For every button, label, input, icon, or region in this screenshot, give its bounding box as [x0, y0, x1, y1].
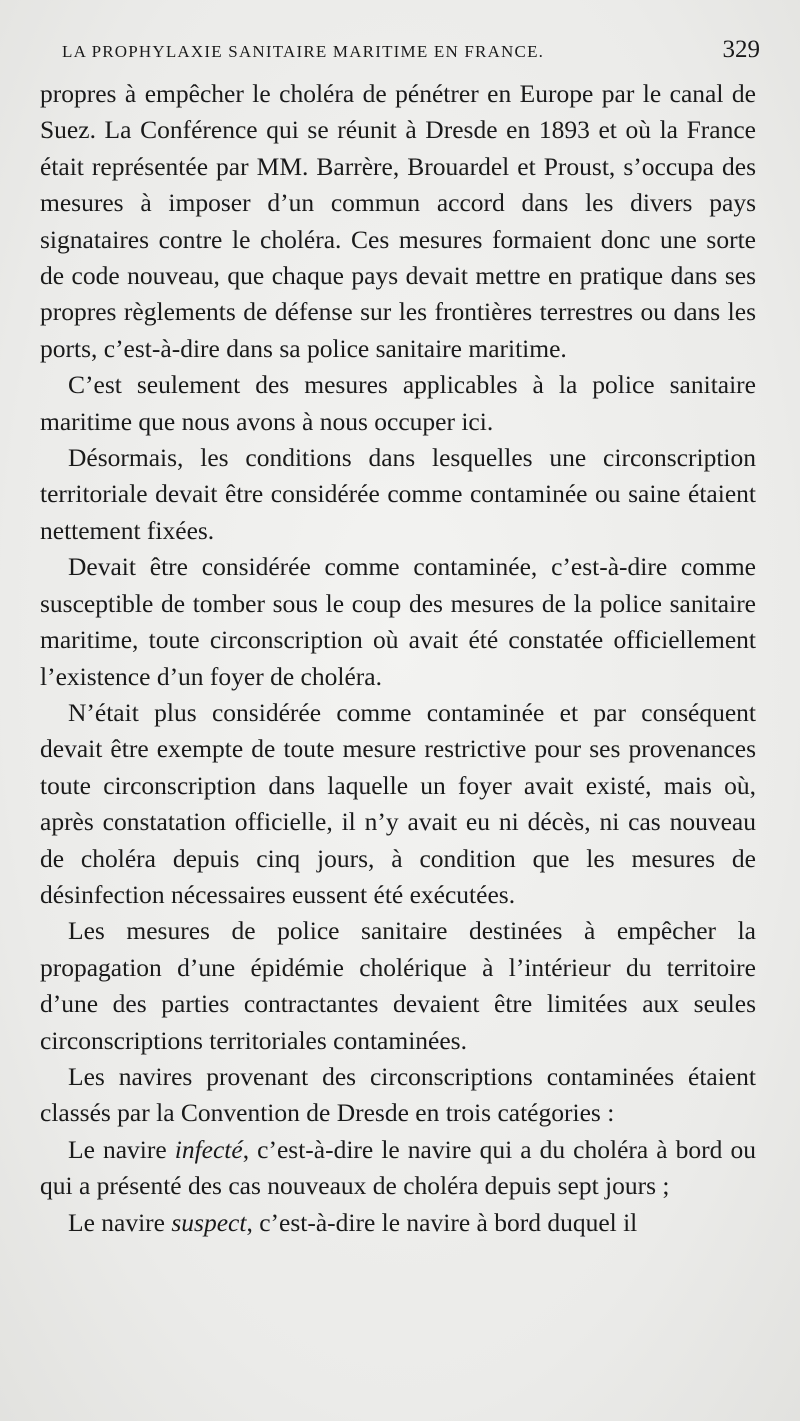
paragraph-limited-measures: Les mesures de police sanitaire destinées à empêcher la propagation d’une épidémie cholérique à l’intérieur du territoire d’une des parties contractantes devaient être limitées aux seules circonscriptions territoriales contaminées.	[40, 916, 756, 1055]
paragraph-contaminated-definition: Devait être considérée comme contaminée, c’est-à-dire comme susceptible de tomber sous le coup des mesures de la police sanitaire maritime, toute circonscription où avait été constatée officiellement l’existence d’un foyer de choléra.	[40, 552, 756, 691]
page-number: 329	[722, 36, 760, 63]
infected-lead: Le navire	[68, 1134, 175, 1164]
paragraph-ship-categories: Les navires provenant des circonscriptions contaminées étaient classés par la Convention de Dresde en trois catégories :	[40, 1061, 756, 1128]
paragraph-police-scope: C’est seulement des mesures applicables à la police sanitaire maritime que nous avons à nous occuper ici.	[40, 370, 756, 436]
paragraph-suspect-ship	[40, 1205, 756, 1241]
paragraph-not-contaminated: N’était plus considérée comme contaminée et par conséquent devait être exempte de toute mesure restrictive pour ses provenances toute circonscription dans laquelle un foyer avait existé, mais où, après constatation officielle, il n’y avait eu ni décès, ni cas nouveau de choléra depuis cinq jours, à condition que les mesures de désinfection nécessaires eussent été exécutées.	[40, 697, 756, 909]
running-head-title: LA PROPHYLAXIE SANITAIRE MARITIME EN FRANCE.	[62, 42, 545, 61]
body-text	[40, 76, 756, 1241]
infected-term: infecté	[174, 1134, 243, 1164]
infected-rest: , c’est-à-dire le navire qui a du choléra à bord ou qui a présenté des cas nouveaux de choléra depuis sept jours ;	[40, 1134, 756, 1201]
suspect-term: suspect	[171, 1207, 247, 1237]
paragraph-continued: propres à empêcher le choléra de pénétrer en Europe par le canal de Suez. La Conférence qui se réunit à Dresde en 1893 et où la France était représentée par MM. Barrère, Brouardel et Proust, s’occupa des mesures à imposer d’un commun accord dans les divers pays signataires contre le choléra. Ces mesures formaient donc une sorte de code nouveau, que chaque pays devait mettre en pratique dans ses propres règlements de défense sur les frontières terrestres ou dans les ports, c’est-à-dire dans sa police sanitaire maritime.	[40, 79, 756, 363]
suspect-rest: , c’est-à-dire le navire à bord duquel il	[246, 1207, 638, 1237]
suspect-lead: Le navire	[68, 1207, 172, 1237]
paragraph-conditions: Désormais, les conditions dans lesquelles une circonscription territoriale devait être considérée comme contaminée ou saine étaient nettement fixées.	[40, 443, 756, 545]
running-head	[62, 34, 768, 70]
paragraph-infected-ship	[40, 1132, 756, 1205]
